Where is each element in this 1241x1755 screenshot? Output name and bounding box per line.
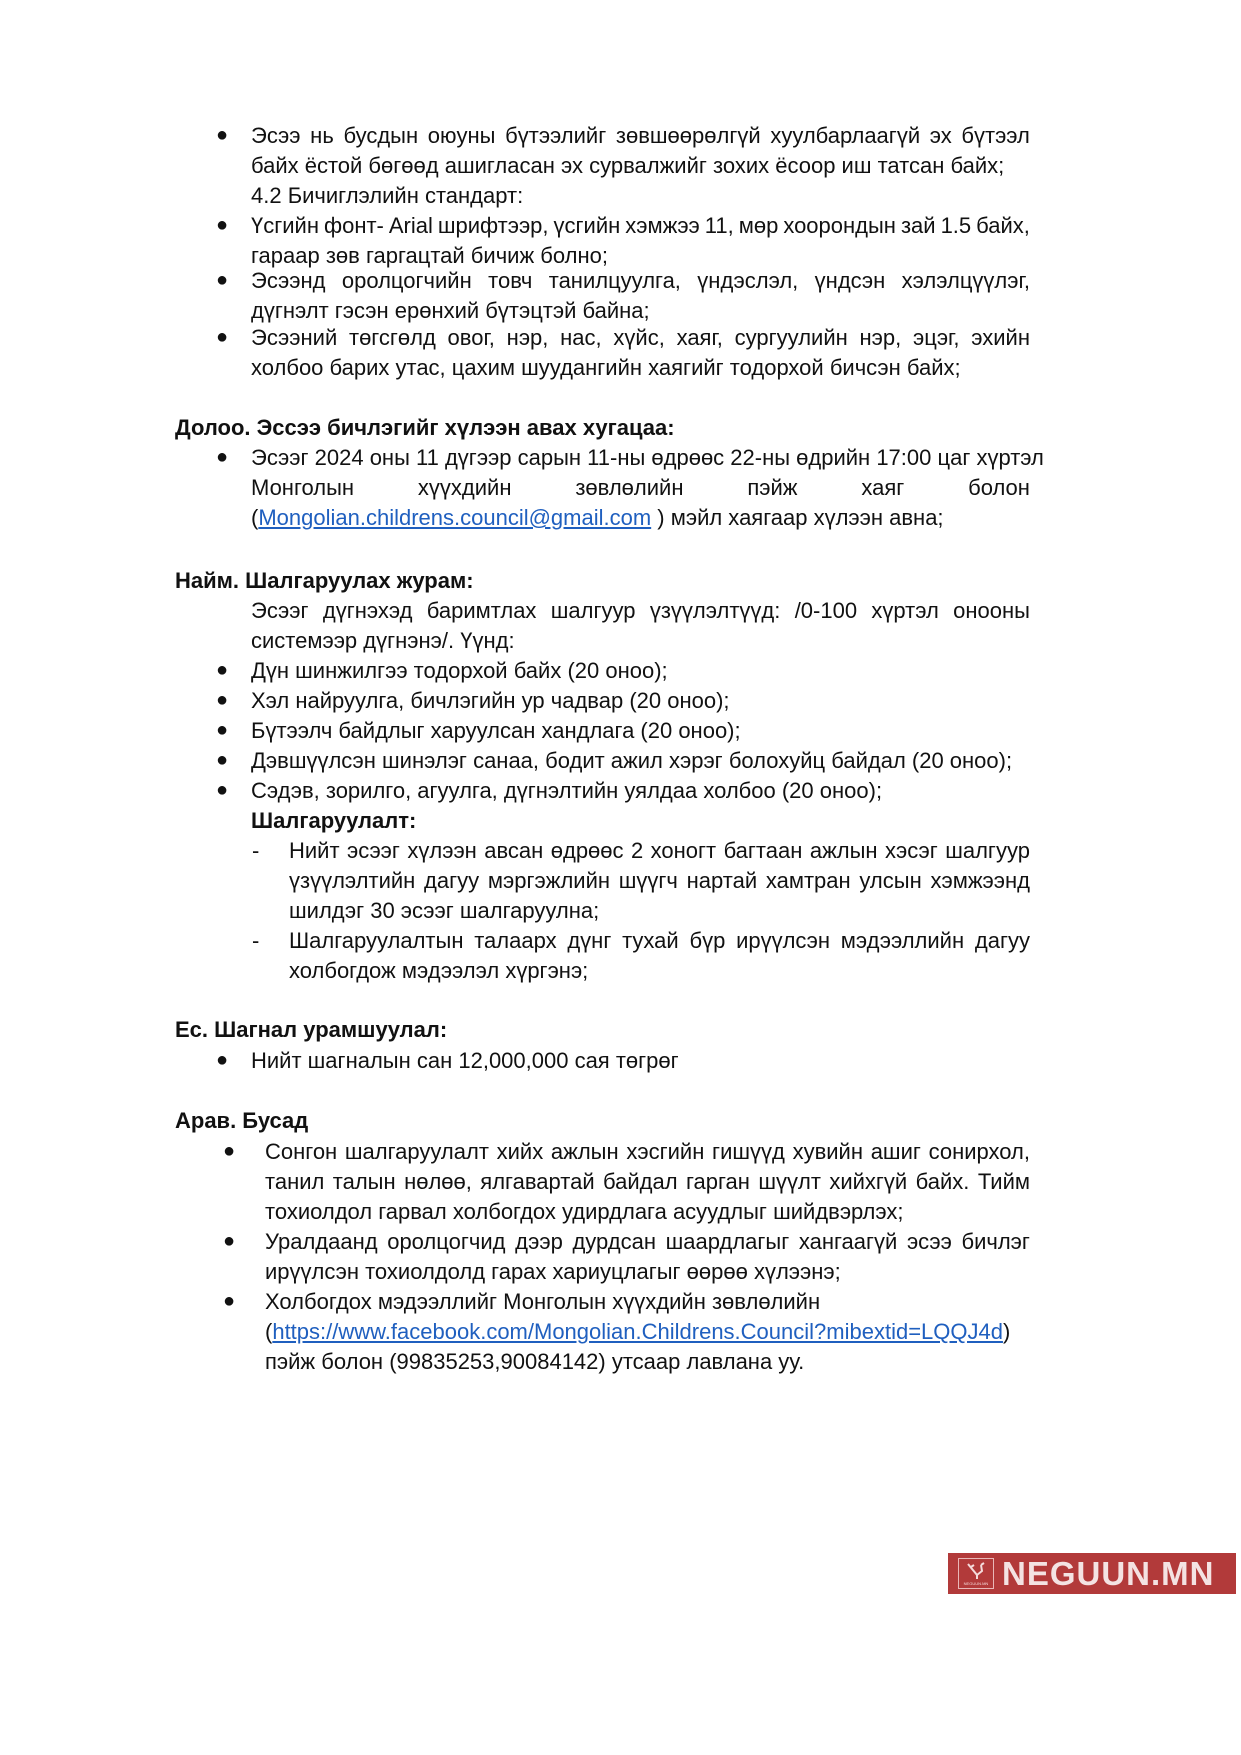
criteria-item: Хэл найруулга, бичлэгийн ур чадвар (20 оноо); [251, 688, 730, 713]
logo-text: NEGUUN.MN [1002, 1555, 1215, 1592]
word: ирүүлсэн [736, 928, 831, 953]
word: Arial [388, 213, 433, 238]
word: 1.5 [940, 213, 972, 238]
word: хаяг [861, 475, 905, 500]
word: зөвшөөрөлгүй [615, 123, 761, 148]
para-line: дүгнэлт гэсэн ерөнхий бүтэцтэй байна; [251, 298, 650, 323]
word: мөр [738, 213, 779, 238]
word: ялгавартай [480, 1169, 595, 1194]
para-line [265, 1137, 1030, 1167]
word: фонт- [323, 213, 384, 238]
prize-item: Нийт шагналын сан 12,000,000 сая төгрөг [251, 1048, 679, 1073]
para-line [265, 1167, 1030, 1197]
word: мэргэжлийн [487, 868, 611, 893]
criteria-item: Дүн шинжилгээ тодорхой байх (20 оноо); [251, 658, 668, 683]
word: баримтлах [426, 598, 537, 623]
word: эсээ [906, 1229, 952, 1254]
paren: ( [265, 1319, 273, 1344]
word: шүүлт [758, 1169, 821, 1194]
dancer-icon [965, 1561, 987, 1581]
para-line [251, 121, 1030, 151]
para-line: гараар зөв гаргацтай бичиж болно; [251, 243, 608, 268]
para-line: байх ёстой бөгөөд ашигласан эх сурвалжийг зохих ёсоор иш татсан байх; [251, 153, 1005, 178]
word: хүртэл [871, 598, 939, 623]
para-line: тохиолдол гарвал холбогдох удирдлага асуудлыг шийдвэрлэх; [265, 1199, 904, 1224]
word: Монголын [251, 475, 355, 500]
word: үндэслэл, [697, 268, 799, 293]
para-line [265, 1317, 1010, 1347]
word: хэлэлцүүлэг, [901, 268, 1030, 293]
word: шаардлагыг [665, 1229, 790, 1254]
word: болон [968, 475, 1030, 500]
word: овог, [447, 325, 495, 350]
paren: ) [1002, 1319, 1011, 1344]
word: дүнг [567, 928, 612, 953]
bullet-icon: ● [216, 689, 229, 711]
paren: ( [251, 505, 259, 530]
word: хоногт [650, 838, 717, 863]
word: /0-100 [794, 598, 858, 623]
word: авсан [484, 838, 544, 863]
para-line: пэйж болон (99835253,90084142) утсаар лавлана уу. [265, 1349, 805, 1374]
word: эх [929, 123, 952, 148]
para-line: холбоо барих утас, цахим шуудангийн хаягийг тодорхой бичсэн байх; [251, 355, 961, 380]
word: шүүгч [618, 868, 678, 893]
word: талын [332, 1169, 396, 1194]
word: шалгаруулалт [344, 1139, 489, 1164]
bullet-icon: ● [216, 214, 229, 236]
word: пэйж [747, 475, 798, 500]
word: танилцуулга, [548, 268, 681, 293]
word: сургуулийн [734, 325, 848, 350]
bullet-icon: ● [216, 326, 229, 348]
word: танил [265, 1169, 325, 1194]
dash-icon: - [252, 928, 260, 953]
word: хаяг, [676, 325, 723, 350]
word: нэр, [859, 325, 902, 350]
para-line [251, 266, 1030, 296]
bullet-icon: ● [223, 1230, 236, 1252]
word: нөлөө, [404, 1169, 472, 1194]
word: онооны [953, 598, 1030, 623]
bullet-icon: ● [223, 1290, 236, 1312]
section-heading-eight: Найм. Шалгаруулах журам: [175, 568, 474, 593]
word: дурдсан [572, 1229, 657, 1254]
word: ашиг [870, 1139, 921, 1164]
word: Эсээг [251, 598, 309, 623]
word: Үсгийн [251, 213, 319, 238]
word: эсээг [346, 838, 400, 863]
bullet-icon: ● [216, 269, 229, 291]
word: байдал [603, 1169, 678, 1194]
word: дээр [515, 1229, 563, 1254]
word: хэмжээнд [930, 868, 1030, 893]
word: хэсэг [885, 838, 938, 863]
word: эцэг, [913, 325, 960, 350]
word: ажлын [550, 1139, 619, 1164]
word: Эсээний [251, 325, 338, 350]
bullet-icon: ● [216, 446, 229, 468]
word: хувийн [792, 1139, 863, 1164]
word: үзүүлэлтийн [289, 868, 416, 893]
word: хоорондын [783, 213, 896, 238]
word: төгсгөлд [349, 325, 436, 350]
para-line [251, 323, 1030, 353]
word: шалгуур [550, 598, 636, 623]
word: байх, [976, 213, 1030, 238]
word: хүүхдийн [417, 475, 512, 500]
para-line: Холбогдох мэдээллийг Монголын хүүхдийн зөвлөлийн [265, 1289, 821, 1314]
word: байх. [915, 1169, 970, 1194]
subheading-writing-standard: 4.2 Бичиглэлийн стандарт: [251, 183, 524, 208]
bullet-icon: ● [216, 779, 229, 801]
bullet-icon: ● [216, 659, 229, 681]
word: ажлын [809, 838, 878, 863]
email-link[interactable]: Mongolian.childrens.council@gmail.com [258, 505, 652, 530]
word: бусдын [343, 123, 419, 148]
word: хүлээн [407, 838, 477, 863]
bullet-icon: ● [216, 719, 229, 741]
word: хүйс, [613, 325, 665, 350]
word: нартай [686, 868, 758, 893]
word: хэсгийн [626, 1139, 705, 1164]
para-line: ирүүлсэн тохиолдолд гарах хариуцлагыг өөрөө хүлээнэ; [265, 1259, 841, 1284]
word: Шалгаруулалтын [289, 928, 464, 953]
word: оюуны [427, 123, 496, 148]
para-line [289, 866, 1030, 896]
bullet-icon: ● [216, 749, 229, 771]
bullet-icon: ● [216, 1049, 229, 1071]
section-heading-ten: Арав. Бусад [175, 1108, 309, 1133]
para-line [289, 926, 1030, 956]
word: шалгуур [945, 838, 1030, 863]
word: нь [310, 123, 334, 148]
word: хамтран [765, 868, 851, 893]
para-line [251, 596, 1030, 626]
word: хуулбарлаагүй [770, 123, 921, 148]
word: бүр [689, 928, 726, 953]
facebook-link[interactable]: https://www.facebook.com/Mongolian.Childrens.Council?mibextid=LQQJ4d [272, 1319, 1003, 1344]
word: улсын [859, 868, 922, 893]
word: хангаагүй [798, 1229, 898, 1254]
word: Сонгон [265, 1139, 338, 1164]
word: талаарх [474, 928, 557, 953]
word: Уралдаанд [265, 1229, 378, 1254]
word: оролцогчийн [341, 268, 472, 293]
word: үндсэн [814, 268, 886, 293]
para-line [251, 211, 1030, 241]
logo-mark-text: NEGUUN.MN [963, 1581, 989, 1586]
word: бүтээл [961, 123, 1030, 148]
para-line: Эсээг 2024 оны 11 дүгээр сарын 11-ны өдрөөс 22-ны өдрийн 17:00 цаг хүртэл [251, 445, 1044, 470]
word: оролцогчид [387, 1229, 506, 1254]
word: эхийн [971, 325, 1030, 350]
word: нэр, [506, 325, 549, 350]
bullet-icon: ● [223, 1140, 236, 1162]
dash-icon: - [252, 838, 260, 863]
word: мэдээллийн [840, 928, 965, 953]
para-text: ) мэйл хаягаар хүлээн авна; [651, 505, 944, 530]
neguun-watermark [948, 1553, 1236, 1594]
word: багтаан [723, 838, 803, 863]
word: бүтээлийг [505, 123, 607, 148]
word: Эсээнд [251, 268, 326, 293]
word: гишүүд [712, 1139, 785, 1164]
para-line [289, 836, 1030, 866]
word: Тийм [977, 1169, 1030, 1194]
word: Нийт [289, 838, 340, 863]
word: тухай [622, 928, 679, 953]
para-line [251, 503, 944, 533]
para-line: холбогдож мэдээлэл хүргэнэ; [289, 958, 589, 983]
selection-subheading: Шалгаруулалт: [251, 808, 417, 833]
para-line [265, 1227, 1030, 1257]
para-line: системээр дүгнэнэ/. Үүнд: [251, 628, 515, 653]
criteria-item: Сэдэв, зорилго, агуулга, дүгнэлтийн уялдаа холбоо (20 оноо); [251, 778, 883, 803]
criteria-item: Дэвшүүлсэн шинэлэг санаа, бодит ажил хэрэг болохуйц байдал (20 оноо); [251, 748, 1013, 773]
word: үсгийн [553, 213, 621, 238]
criteria-item: Бүтээлч байдлыг харуулсан хандлага (20 оноо); [251, 718, 741, 743]
bullet-icon: ● [216, 124, 229, 146]
section-heading-seven: Долоо. Эссээ бичлэгийг хүлээн авах хугацаа: [175, 415, 675, 440]
word: хийх [496, 1139, 544, 1164]
word: 11, [704, 213, 734, 238]
word: 2 [630, 838, 644, 863]
para-line: шилдэг 30 эсээг шалгаруулна; [289, 898, 600, 923]
word: дүгнэхэд [322, 598, 413, 623]
neguun-logo-icon [958, 1558, 994, 1589]
section-heading-nine: Ес. Шагнал урамшуулал: [175, 1017, 448, 1042]
word: товч [488, 268, 533, 293]
word: сонирхол, [928, 1139, 1030, 1164]
word: шрифтээр, [437, 213, 549, 238]
para-line [251, 473, 1030, 503]
word: дагуу [974, 928, 1030, 953]
word: нас, [560, 325, 602, 350]
word: Эсээ [251, 123, 301, 148]
word: үзүүлэлтүүд: [649, 598, 781, 623]
word: зөвлөлийн [575, 475, 684, 500]
word: өдрөөс [550, 838, 624, 863]
word: хэмжээ [625, 213, 700, 238]
word: дагуу [424, 868, 480, 893]
word: гарган [685, 1169, 750, 1194]
word: зай [900, 213, 936, 238]
word: хийхгүй [829, 1169, 908, 1194]
word: бичлэг [961, 1229, 1030, 1254]
